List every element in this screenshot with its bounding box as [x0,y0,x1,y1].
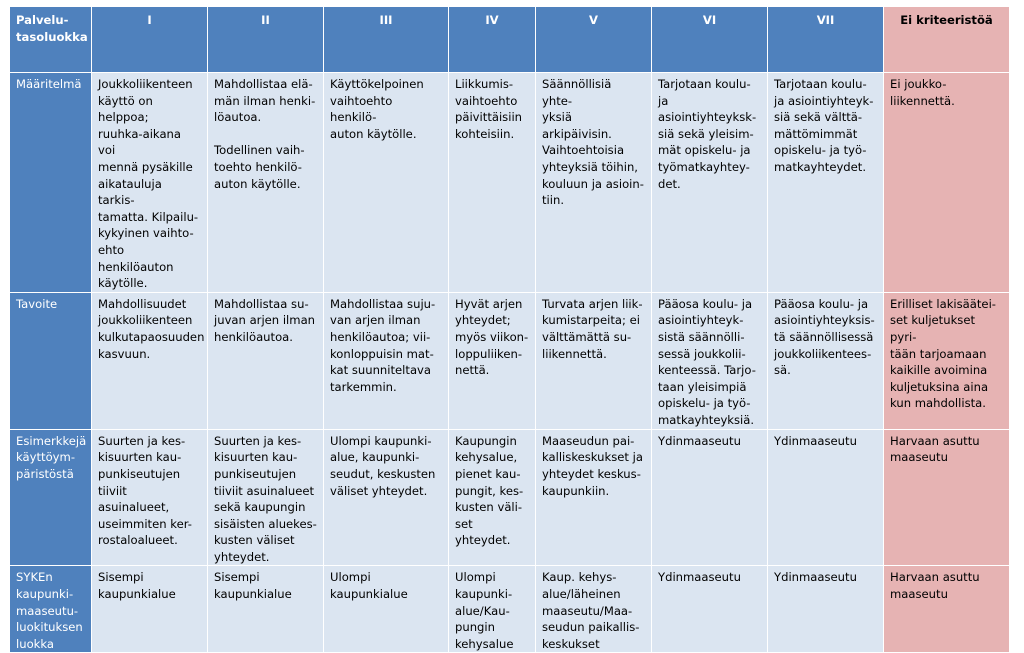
table-cell: Erilliset lakisäätei- set kuljetukset pyri- tään tarjoamaan kaikille avoimina kuljetuksina aina kun mahdollista. [884,292,1010,429]
table-cell: Maaseudun pai- kalliskeskukset ja yhteydet keskus- kaupunkiin. [536,429,652,566]
table-cell: Mahdollistaa suju- van arjen ilman henkilöautoa; vii- konloppuisin mat- kat suunniteltava tarkemmin. [324,292,449,429]
header-cell-ii: II [208,7,324,73]
table-row [10,73,1010,293]
table-cell: Pääosa koulu- ja asiointiyhteyk- sistä säännölli- sessä joukkolii- kenteessä. Tarjo- taan yleisimpiä opiskelu- ja työ- matkayhteyksiä. [652,292,768,429]
table-cell: Ydinmaaseutu [768,429,884,566]
table-cell: Ulompi kaupunki- alue/Kau- pungin kehysalue [449,566,536,653]
row-label: Tavoite [10,292,92,429]
table-cell: Suurten ja kes- kisuurten kau- punkiseutujen tiiviit asuinalueet, useimmiten ker- rostaloalueet. [92,429,208,566]
table-cell: Sisempi kaupunkialue [92,566,208,653]
table-cell: Ydinmaaseutu [652,566,768,653]
table-row [10,292,1010,429]
table-cell: Kaup. kehys- alue/läheinen maaseutu/Maa- seudun paikallis- keskukset [536,566,652,653]
table-cell: Mahdollistaa elä- män ilman henki- löautoa. Todellinen vaih- toehto henkilö- auton käytölle. [208,73,324,293]
table-cell: Turvata arjen liik- kumistarpeita; ei välttämättä su- liikennettä. [536,292,652,429]
header-cell-iii: III [324,7,449,73]
table-cell: Liikkumis- vaihtoehto päivittäisiin kohteisiin. [449,73,536,293]
table-cell: Harvaan asuttu maaseutu [884,429,1010,566]
table-cell: Säännöllisiä yhte- yksiä arkipäivisin. Vaihtoehtoisia yhteyksiä töihin, kouluun ja asioin- tiin. [536,73,652,293]
table-row [10,566,1010,653]
row-label: Esimerkkejä käyttöym- päristöstä [10,429,92,566]
table-cell: Mahdollisuudet joukkoliikenteen kulkutapaosuuden kasvuun. [92,292,208,429]
header-cell-iv: IV [449,7,536,73]
header-cell-i: I [92,7,208,73]
table-row [10,429,1010,566]
table-cell: Sisempi kaupunkialue [208,566,324,653]
table-cell: Pääosa koulu- ja asiointiyhteyksis- tä säännöllisessä joukkoliikentees- sä. [768,292,884,429]
table-cell: Käyttökelpoinen vaihtoehto henkilö- auton käytölle. [324,73,449,293]
table-cell: Hyvät arjen yhteydet; myös viikon- loppuliiken- nettä. [449,292,536,429]
row-label: Määritelmä [10,73,92,293]
table-cell: Tarjotaan koulu- ja asiointiyhteyksk- siä sekä yleisim- mät opiskelu- ja työmatkayhtey- det. [652,73,768,293]
table-cell: Tarjotaan koulu- ja asiointiyhteyk- siä sekä välttä- mättömimmät opiskelu- ja työ- matkayhteydet. [768,73,884,293]
table-cell: Ydinmaaseutu [652,429,768,566]
header-cell-class: Palvelu- tasoluokka [10,7,92,73]
header-cell-vi: VI [652,7,768,73]
header-cell-v: V [536,7,652,73]
service-level-table [9,6,1010,653]
header-cell-no-criteria: Ei kriteeristöä [884,7,1010,73]
table-cell: Ydinmaaseutu [768,566,884,653]
table-cell: Kaupungin kehysalue, pienet kau- pungit, kes- kusten väli- set yhteydet. [449,429,536,566]
table-cell: Ulompi kaupunki- alue, kaupunki- seudut, keskusten väliset yhteydet. [324,429,449,566]
header-cell-vii: VII [768,7,884,73]
table-cell: Mahdollistaa su- juvan arjen ilman henkilöautoa. [208,292,324,429]
header-row [10,7,1010,73]
table-cell: Ei joukko- liikennettä. [884,73,1010,293]
table-cell: Ulompi kaupunkialue [324,566,449,653]
table-cell: Suurten ja kes- kisuurten kau- punkiseutujen tiiviit asuinalueet sekä kaupungin sisäisten aluekes- kusten väliset yhteydet. [208,429,324,566]
table-cell: Joukkoliikenteen käyttö on helppoa; ruuhka-aikana voi mennä pysäkille aikatauluja tarkis- tamatta. Kilpailu- kykyinen vaihto- ehto henkilöauton käytölle. [92,73,208,293]
row-label: SYKEn kaupunki- maaseutu- luokituksen luokka [10,566,92,653]
table-cell: Harvaan asuttu maaseutu [884,566,1010,653]
